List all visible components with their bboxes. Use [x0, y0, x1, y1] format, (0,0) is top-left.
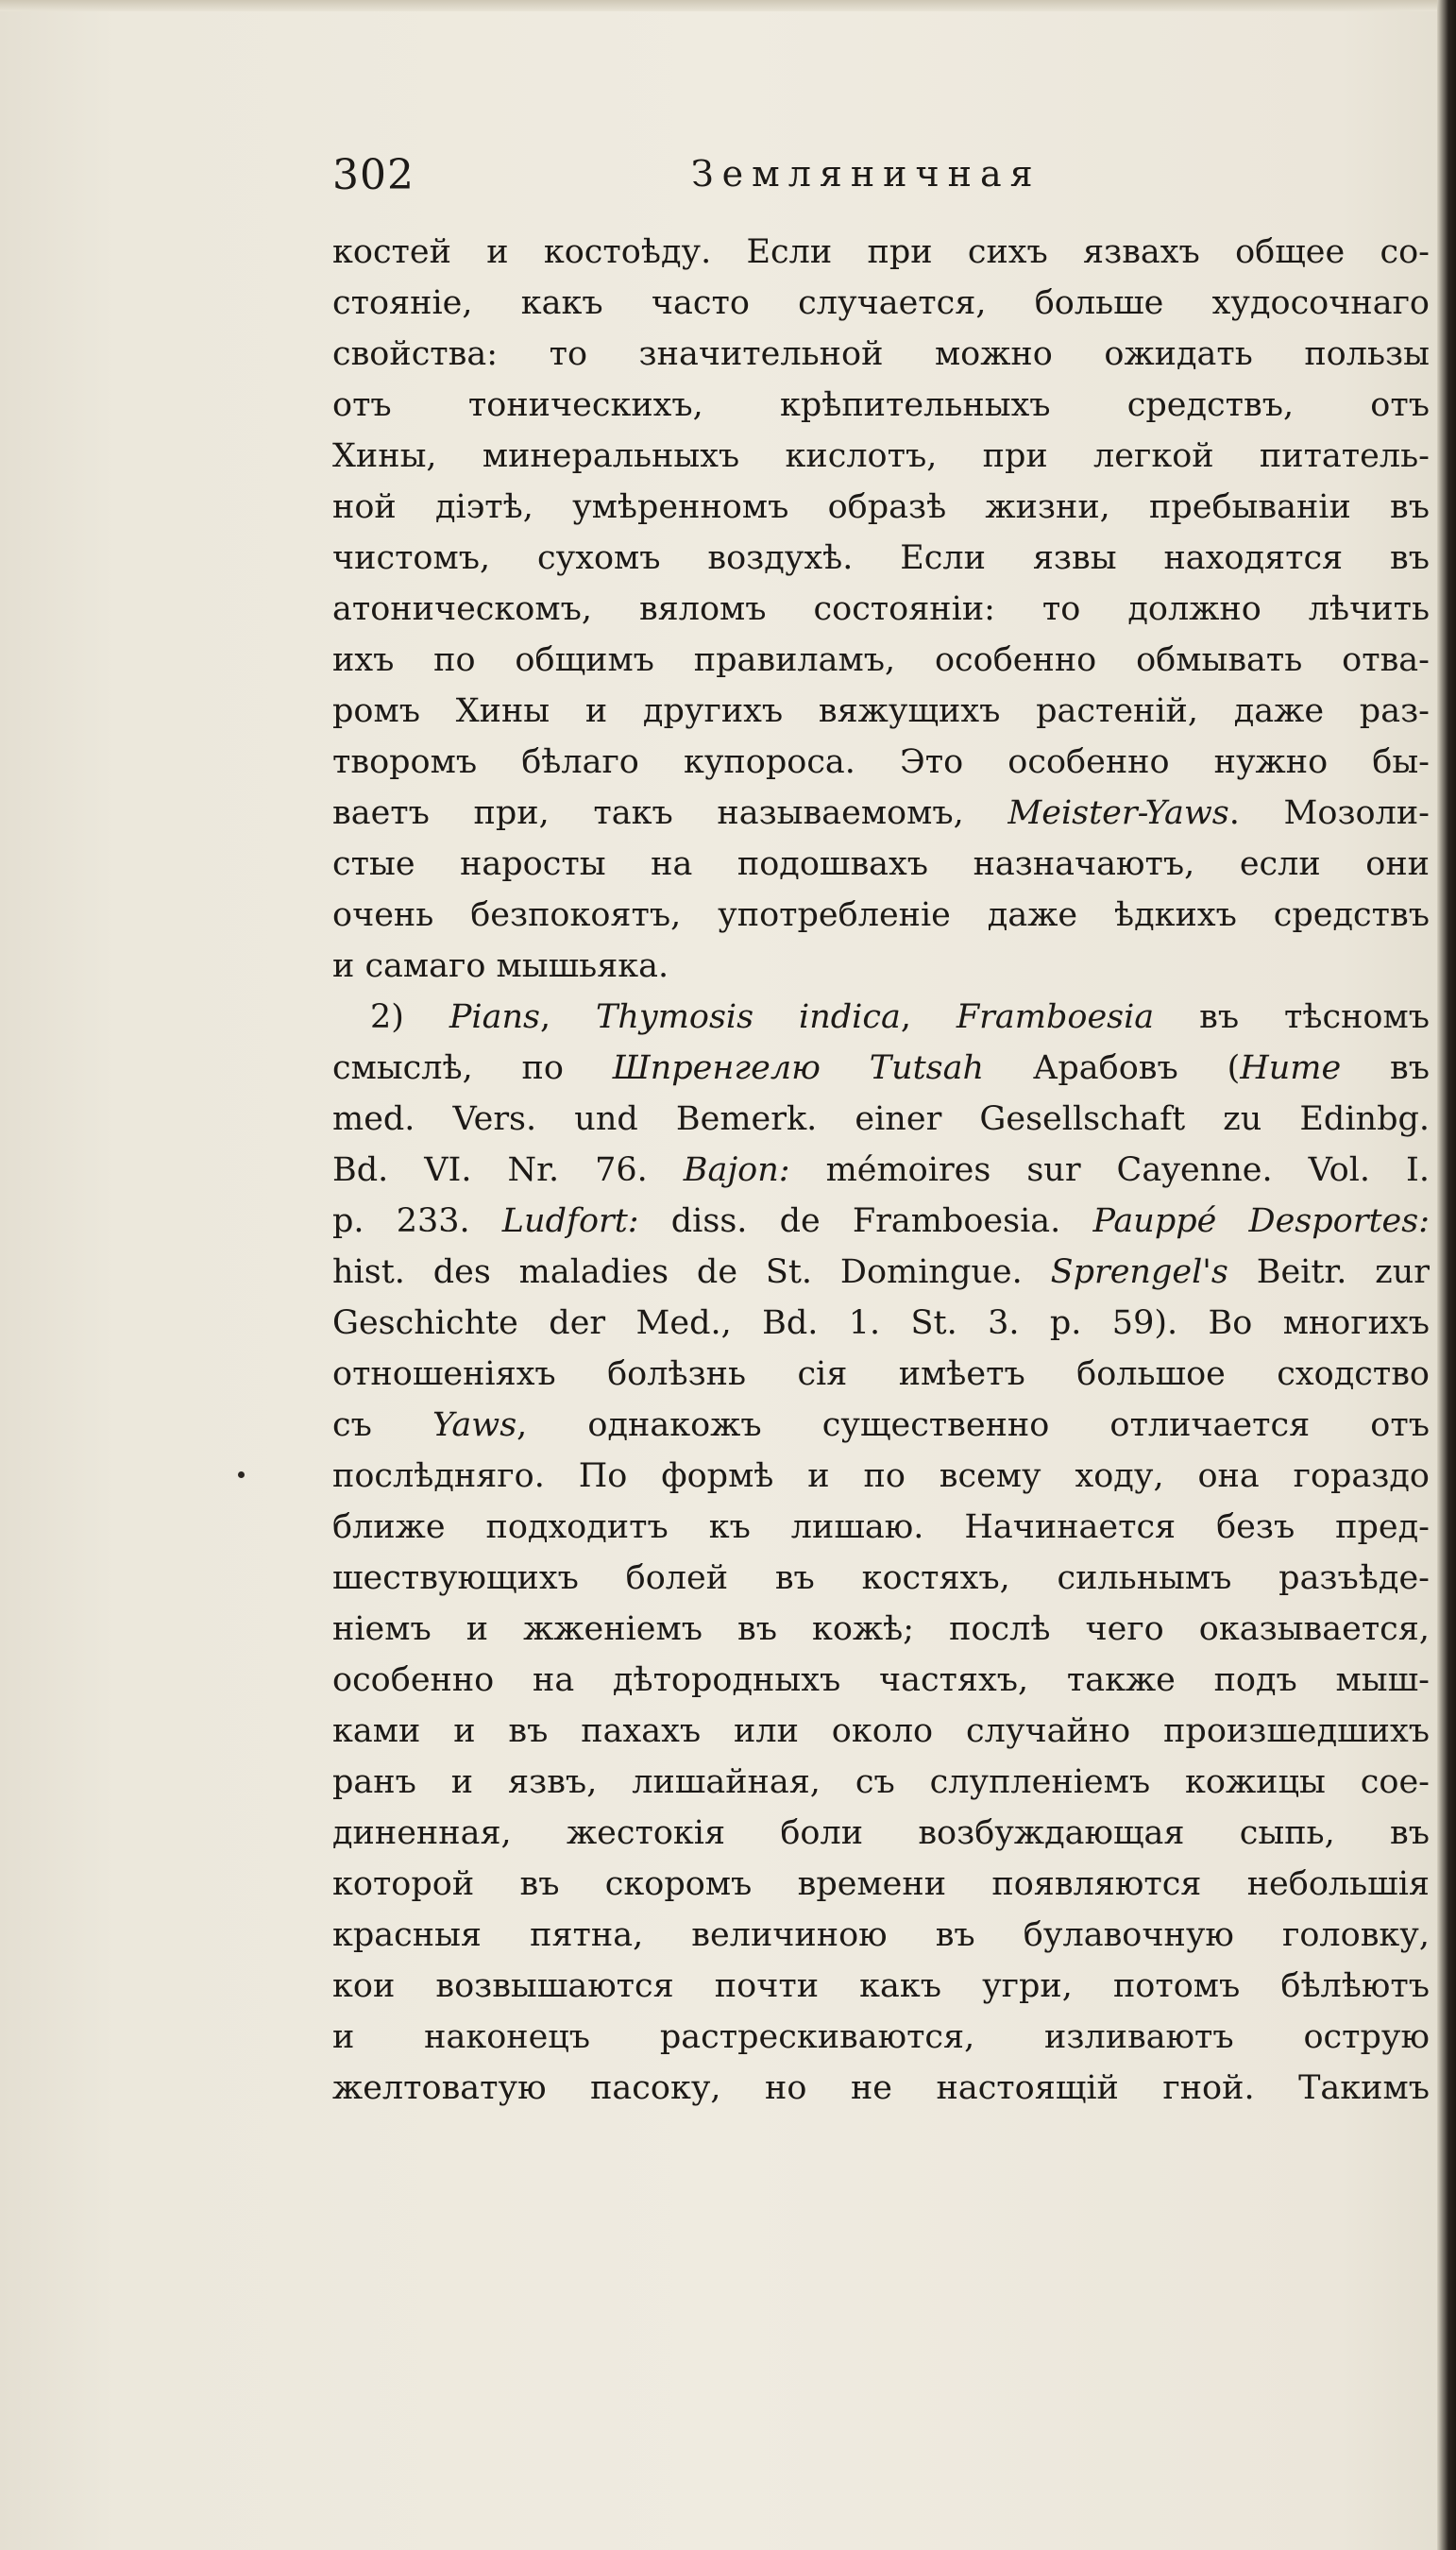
text-line: ихъ по общимъ правиламъ, особенно обмывать отва-: [332, 641, 1430, 679]
text-line: костей и костоѣду. Если при сихъ язвахъ общее со-: [332, 233, 1430, 271]
text-line: отношеніяхъ болѣзнь сія имѣетъ большое сходство: [332, 1355, 1430, 1393]
line-text: ,: [539, 998, 597, 1036]
page-number: 302: [332, 151, 415, 199]
text-line: и наконецъ растрескиваются, изливаютъ острую: [332, 2018, 1430, 2056]
page-top-edge: [0, 0, 1456, 11]
line-text: p. 233.: [332, 1202, 502, 1240]
body-text: [332, 227, 1430, 2114]
text-line: [332, 1043, 1430, 1094]
line-text: въ тѣсномъ: [1154, 998, 1430, 1036]
text-line: Хины, минеральныхъ кислотъ, при легкой питатель-: [332, 437, 1430, 475]
line-text: ваетъ при, такъ называемомъ,: [332, 794, 1008, 832]
italic-term: Yaws: [432, 1406, 517, 1444]
text-line: отъ тоническихъ, крѣпительныхъ средствъ, отъ: [332, 386, 1430, 424]
italic-term: Pauppé Desportes:: [1092, 1202, 1430, 1240]
text-line: ближе подходитъ къ лишаю. Начинается безъ пред-: [332, 1508, 1430, 1546]
text-line: кои возвышаются почти какъ угри, потомъ бѣлѣютъ: [332, 1967, 1430, 2005]
text-line: ками и въ пахахъ или около случайно произшедшихъ: [332, 1712, 1430, 1750]
line-text: ,: [900, 998, 957, 1036]
text-line: [332, 1400, 1430, 1451]
text-line: ніемъ и жженіемъ въ кожѣ; послѣ чего оказывается,: [332, 1610, 1430, 1648]
line-text: Bd. VI. Nr. 76.: [332, 1151, 684, 1189]
italic-term: Hume: [1240, 1049, 1342, 1087]
running-head: Земляничная: [691, 153, 1041, 195]
text-line: красныя пятна, величиною въ булавочную головку,: [332, 1916, 1430, 1954]
text-line: Geschichte der Med., Bd. 1. St. 3. p. 59). Во многихъ: [332, 1304, 1430, 1342]
italic-term: Thymosis indica: [596, 998, 901, 1036]
text-line: очень безпокоятъ, употребленіе даже ѣдкихъ средствъ: [332, 896, 1430, 934]
line-text: mémoires sur Cayenne. Vol. I.: [789, 1151, 1430, 1189]
italic-term: Ludfort:: [501, 1202, 639, 1240]
page-header: [332, 151, 1428, 208]
text-line: особенно на дѣторoдныхъ частяхъ, также подъ мыш-: [332, 1661, 1430, 1699]
text-line: [332, 1145, 1430, 1196]
text-line: med. Vers. und Bemerk. einer Gesellschaft zu Edinbg.: [332, 1100, 1430, 1138]
italic-term: Framboesia: [956, 998, 1155, 1036]
line-text: съ: [332, 1406, 432, 1444]
line-text: Арабовъ (: [984, 1049, 1241, 1087]
text-line: желтоватую пасоку, но не настоящій гной. Такимъ: [332, 2069, 1430, 2107]
italic-term: Sprengel's: [1050, 1253, 1228, 1291]
text-line: которой въ скоромъ времени появляются небольшія: [332, 1865, 1430, 1903]
page-right-edge: [1437, 0, 1456, 2550]
italic-term: Шпренгелю: [612, 1049, 821, 1087]
text-line: ромъ Хины и другихъ вяжущихъ растеній, даже раз-: [332, 692, 1430, 730]
italic-term: Bajon:: [683, 1151, 790, 1189]
text-line: послѣдняго. По формѣ и по всему ходу, она гораздо: [332, 1457, 1430, 1495]
paragraph-start-line: [332, 992, 1430, 1043]
paragraph-end-line: и самаго мышьяка.: [332, 947, 669, 985]
line-text: , однакожъ существенно отличается отъ: [516, 1406, 1430, 1444]
text-line: чистомъ, сухомъ воздухѣ. Если язвы находятся въ: [332, 539, 1430, 577]
text-line: ранъ и язвъ, лишайная, съ слупленіемъ кожицы сое-: [332, 1763, 1430, 1801]
line-text: diss. de Framboesia.: [638, 1202, 1093, 1240]
line-text: [821, 1049, 870, 1087]
text-line: атоническомъ, вяломъ состояніи: то должно лѣчить: [332, 590, 1430, 628]
paragraph-number: 2): [370, 998, 449, 1036]
line-text: Beitr. zur: [1227, 1253, 1430, 1291]
italic-term: Pians: [449, 998, 540, 1036]
margin-ink-dot: [238, 1471, 245, 1478]
italic-term: Meister-Yaws: [1007, 794, 1229, 832]
text-line: стые наросты на подошвахъ назначаютъ, если они: [332, 845, 1430, 883]
text-line: [332, 788, 1430, 839]
text-line: [332, 1196, 1430, 1247]
text-line: стояніе, какъ часто случается, больше худосочнаго: [332, 284, 1430, 322]
line-text: . Мозоли-: [1228, 794, 1430, 832]
text-line: шествующихъ болей въ костяхъ, сильнымъ разъѣде-: [332, 1559, 1430, 1597]
text-line: диненная, жестокія боли возбуждающая сыпь, въ: [332, 1814, 1430, 1852]
text-line: творомъ бѣлаго купороса. Это особенно нужно бы-: [332, 743, 1430, 781]
line-text: смыслѣ, по: [332, 1049, 613, 1087]
text-line: свойства: то значительной можно ожидать пользы: [332, 335, 1430, 373]
line-text: въ: [1341, 1049, 1430, 1087]
italic-term: Tutsah: [869, 1049, 985, 1087]
text-line: [332, 1247, 1430, 1298]
text-line: ной діэтѣ, умѣренномъ образѣ жизни, пребываніи въ: [332, 488, 1430, 526]
line-text: hist. des maladies de St. Domingue.: [332, 1253, 1051, 1291]
